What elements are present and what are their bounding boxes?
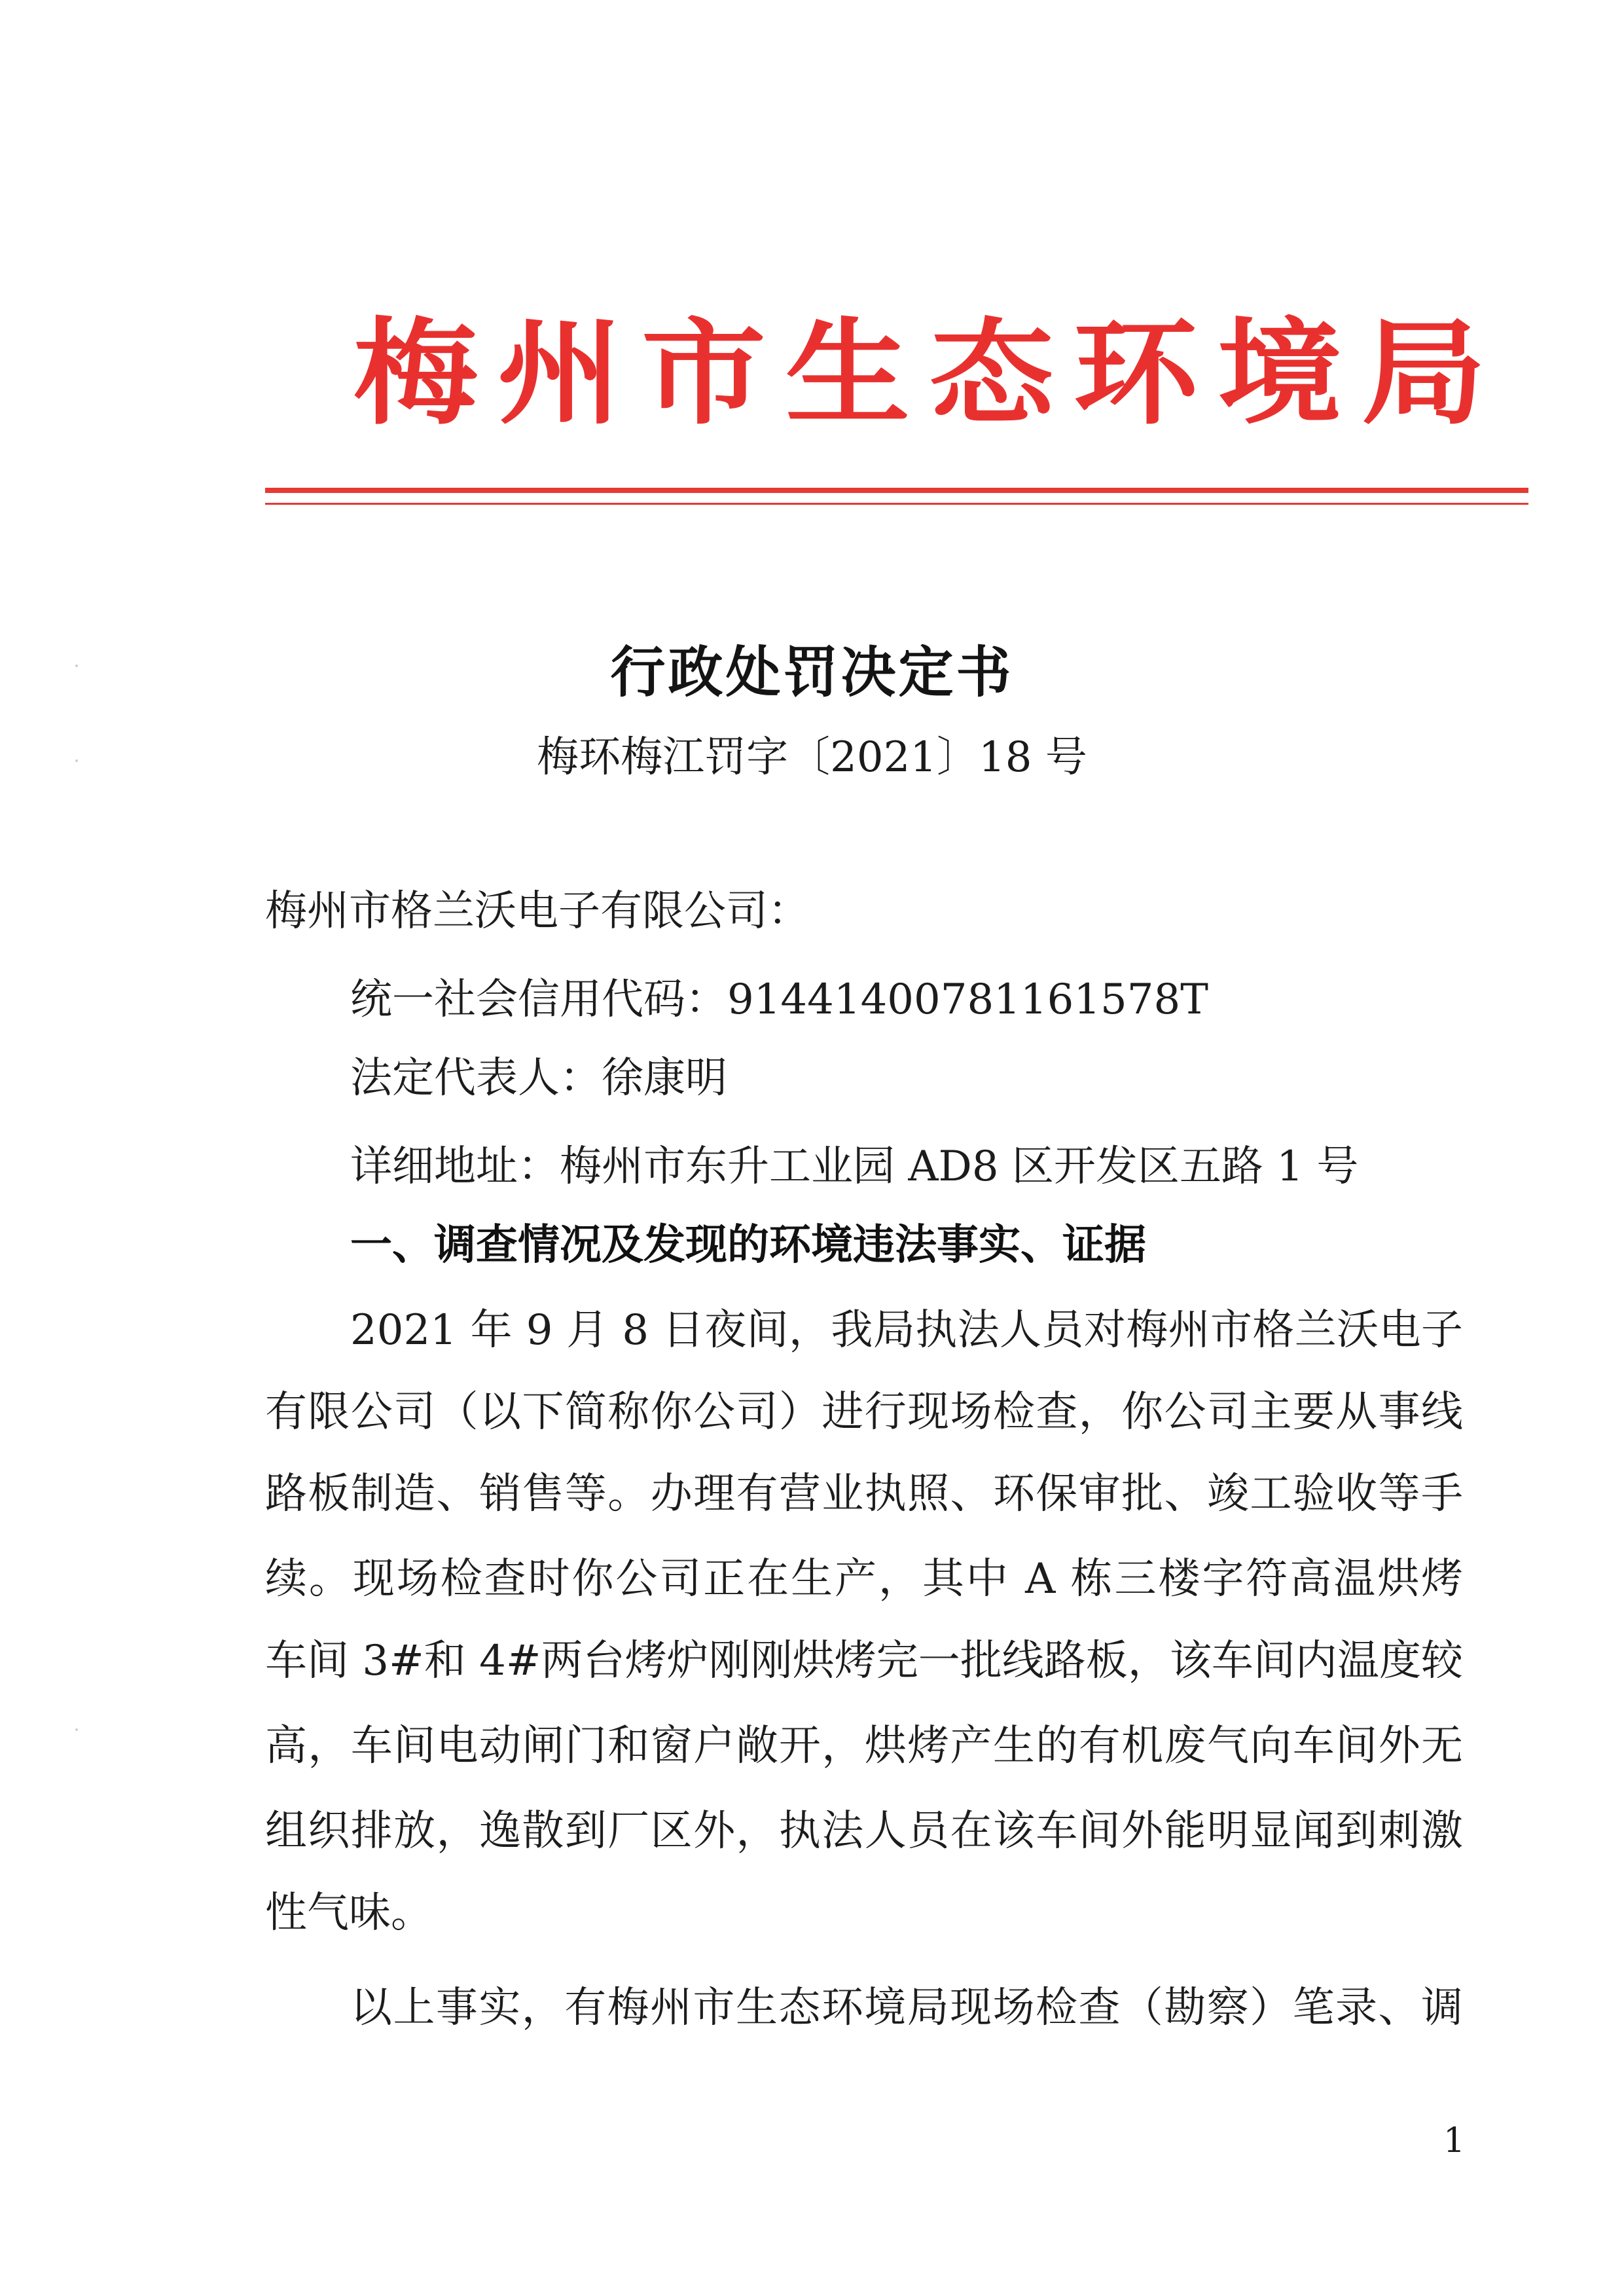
letterhead-char: 生: [785, 305, 910, 441]
paragraph-line: 2021 年 9 月 8 日夜间，我局执法人员对梅州市格兰沃电子: [350, 1306, 1463, 1355]
page-number: 1: [1443, 2121, 1466, 2160]
document-number: 梅环梅江罚字〔2021〕18 号: [537, 733, 1087, 782]
scan-speck: [75, 665, 78, 667]
paragraph-line: 续。现场检查时你公司正在生产，其中 A 栋三楼字符高温烘烤: [265, 1555, 1463, 1603]
credit-code-line: 统一社会信用代码：91441400781161578T: [350, 975, 1208, 1024]
letterhead-char: 梅: [353, 305, 478, 441]
paragraph-line: 有限公司（以下简称你公司）进行现场检查，你公司主要从事线: [265, 1388, 1463, 1436]
paragraph-line: 性气味。: [265, 1889, 433, 1937]
letterhead-char: 州: [497, 305, 622, 441]
letterhead: [353, 295, 1486, 452]
letterhead-char: 局: [1361, 305, 1486, 441]
document-title: 行政处罚决定书: [610, 640, 1014, 704]
paragraph-line: 高，车间电动闸门和窗户敞开，烘烤产生的有机废气向车间外无: [265, 1722, 1463, 1770]
letterhead-char: 态: [929, 305, 1054, 441]
letterhead-char: 境: [1217, 305, 1342, 441]
scan-speck: [75, 1728, 78, 1731]
letterhead-char: 市: [641, 305, 766, 441]
paragraph-line: 组织排放，逸散到厂区外，执法人员在该车间外能明显闻到刺激: [265, 1807, 1463, 1855]
letterhead-char: 环: [1073, 305, 1198, 441]
recipient-line: 梅州市格兰沃电子有限公司：: [265, 887, 810, 936]
paragraph-line: 路板制造、销售等。办理有营业执照、环保审批、竣工验收等手: [265, 1470, 1463, 1518]
letterhead-rule-thin: [265, 503, 1528, 505]
scan-speck: [75, 759, 78, 762]
address-line: 详细地址：梅州市东升工业园 AD8 区开发区五路 1 号: [350, 1142, 1359, 1191]
paragraph-line: 车间 3#和 4#两台烤炉刚刚烘烤完一批线路板，该车间内温度较: [265, 1637, 1463, 1685]
paragraph-line: 以上事实，有梅州市生态环境局现场检查（勘察）笔录、调: [350, 1984, 1463, 2032]
section-heading: 一、调查情况及发现的环境违法事实、证据: [350, 1221, 1146, 1269]
letterhead-rule-thick: [265, 488, 1528, 493]
legal-rep-line: 法定代表人：徐康明: [350, 1054, 727, 1102]
